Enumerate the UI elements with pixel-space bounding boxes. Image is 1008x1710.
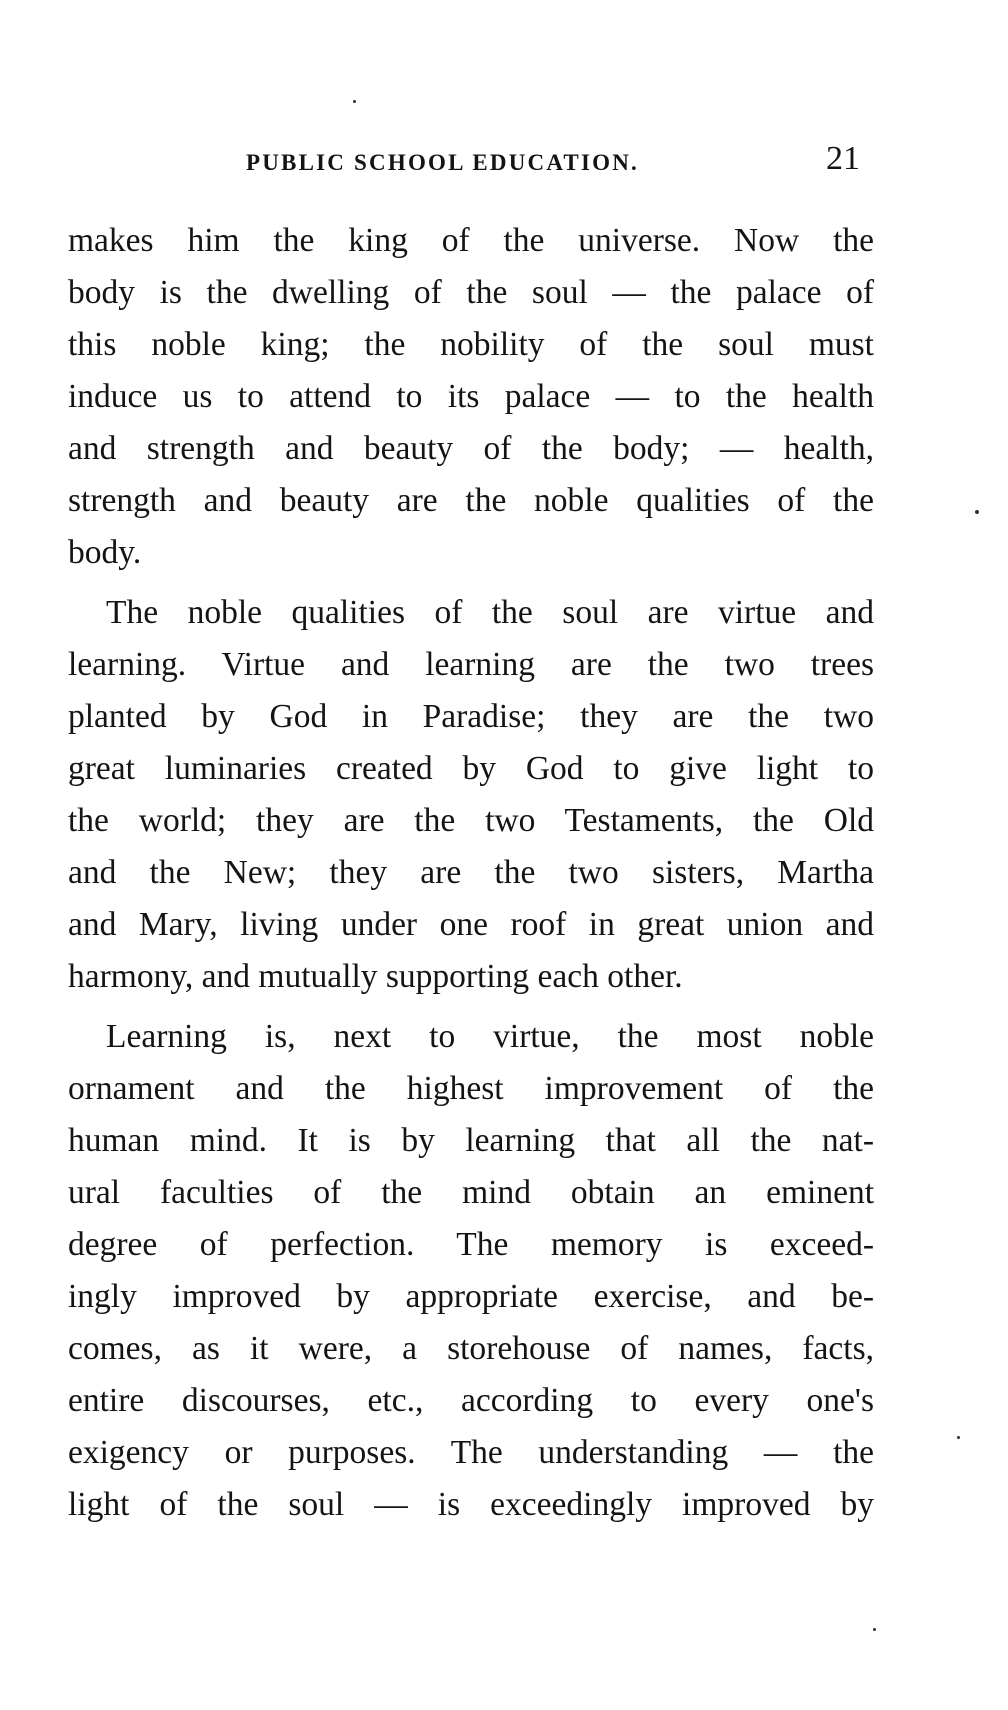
text-line: and the New; they are the two sisters, Martha [68, 854, 874, 891]
text-line: human mind. It is by learning that all the nat- [68, 1122, 874, 1159]
text-line: body is the dwelling of the soul — the palace of [68, 274, 874, 311]
text-line: the world; they are the two Testaments, the Old [68, 802, 874, 839]
text-line: and Mary, living under one roof in great union and [68, 906, 874, 943]
text-line: planted by God in Paradise; they are the two [68, 698, 874, 735]
text-line: makes him the king of the universe. Now the [68, 222, 874, 259]
text-line: exigency or purposes. The understanding — the [68, 1434, 874, 1471]
paragraph-first-line: Learning is, next to virtue, the most noble [106, 1018, 874, 1055]
text-line: ingly improved by appropriate exercise, and be- [68, 1278, 874, 1315]
text-line: learning. Virtue and learning are the two trees [68, 646, 874, 683]
page-number: 21 [826, 140, 860, 177]
text-line: comes, as it were, a storehouse of names, facts, [68, 1330, 874, 1367]
paragraph-first-line: The noble qualities of the soul are virtue and [106, 594, 874, 631]
text-line: and strength and beauty of the body; — health, [68, 430, 874, 467]
text-line: strength and beauty are the noble qualities of the [68, 482, 874, 519]
text-line: induce us to attend to its palace — to the health [68, 378, 874, 415]
text-line: ural faculties of the mind obtain an eminent [68, 1174, 874, 1211]
ink-speck [957, 1436, 960, 1439]
text-line: entire discourses, etc., according to every one's [68, 1382, 874, 1419]
text-line: harmony, and mutually supporting each other. [68, 958, 683, 995]
ink-speck [873, 1628, 876, 1631]
ink-speck [353, 100, 356, 103]
ink-speck [975, 510, 979, 514]
text-line: degree of perfection. The memory is exceed- [68, 1226, 874, 1263]
text-line: this noble king; the nobility of the soul must [68, 326, 874, 363]
text-line: great luminaries created by God to give light to [68, 750, 874, 787]
text-line: body. [68, 534, 142, 571]
body-text [68, 215, 874, 1531]
text-line: ornament and the highest improvement of the [68, 1070, 874, 1107]
running-title: PUBLIC SCHOOL EDUCATION. [246, 150, 639, 175]
text-line: light of the soul — is exceedingly improved by [68, 1486, 874, 1523]
